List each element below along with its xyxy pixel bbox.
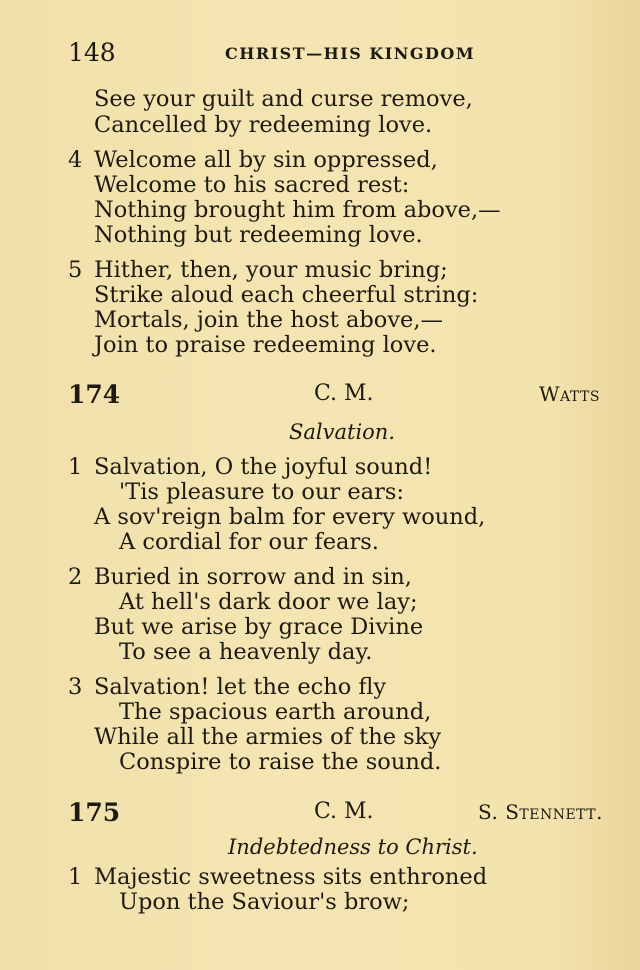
verse-line: Mortals, join the host above,— <box>94 307 444 333</box>
verse-line: Upon the Saviour's brow; <box>119 889 410 915</box>
stanza-number: 1 <box>68 454 83 480</box>
verse-line: At hell's dark door we lay; <box>119 589 418 615</box>
verse-line: A sov'reign balm for every wound, <box>94 504 486 530</box>
stanza-number: 1 <box>68 864 83 890</box>
verse-line: Conspire to raise the sound. <box>119 749 442 775</box>
hymn-subject: Salvation. <box>289 420 396 444</box>
hymn-author: S. Stennett. <box>478 800 603 824</box>
verse-line: While all the armies of the sky <box>94 724 442 750</box>
verse-line: Nothing but redeeming love. <box>94 222 423 248</box>
verse-line: Cancelled by redeeming love. <box>94 112 433 138</box>
verse-line: Nothing brought him from above,— <box>94 197 501 223</box>
hymn-number: 174 <box>68 380 121 409</box>
hymn-subject: Indebtedness to Christ. <box>228 835 478 859</box>
stanza-number: 4 <box>68 147 83 173</box>
stanza-number: 2 <box>68 564 83 590</box>
page-number: 148 <box>68 38 116 67</box>
verse-line: 'Tis pleasure to our ears: <box>119 479 404 505</box>
verse-line: Salvation, O the joyful sound! <box>94 454 433 480</box>
hymn-author: Watts <box>539 382 600 406</box>
verse-line: Join to praise redeeming love. <box>94 332 437 358</box>
running-head: CHRIST—HIS KINGDOM <box>225 44 476 63</box>
page-header <box>68 38 628 68</box>
verse-line: Welcome to his sacred rest: <box>94 172 410 198</box>
verse-line: To see a heavenly day. <box>119 639 373 665</box>
hymn-meter: C. M. <box>314 381 374 406</box>
verse-line: Majestic sweetness sits enthroned <box>94 864 488 890</box>
verse-line: See your guilt and curse remove, <box>94 86 473 112</box>
stanza-number: 3 <box>68 674 83 700</box>
verse-line: But we arise by grace Divine <box>94 614 424 640</box>
verse-line: Salvation! let the echo fly <box>94 674 387 700</box>
hymn-number: 175 <box>68 798 121 827</box>
verse-line: Strike aloud each cheerful string: <box>94 282 479 308</box>
verse-line: Buried in sorrow and in sin, <box>94 564 412 590</box>
hymn-meter: C. M. <box>314 799 374 824</box>
verse-line: Welcome all by sin oppressed, <box>94 147 438 173</box>
verse-line: The spacious earth around, <box>119 699 432 725</box>
verse-line: Hither, then, your music bring; <box>94 257 448 283</box>
verse-line: A cordial for our fears. <box>119 529 379 555</box>
stanza-number: 5 <box>68 257 83 283</box>
